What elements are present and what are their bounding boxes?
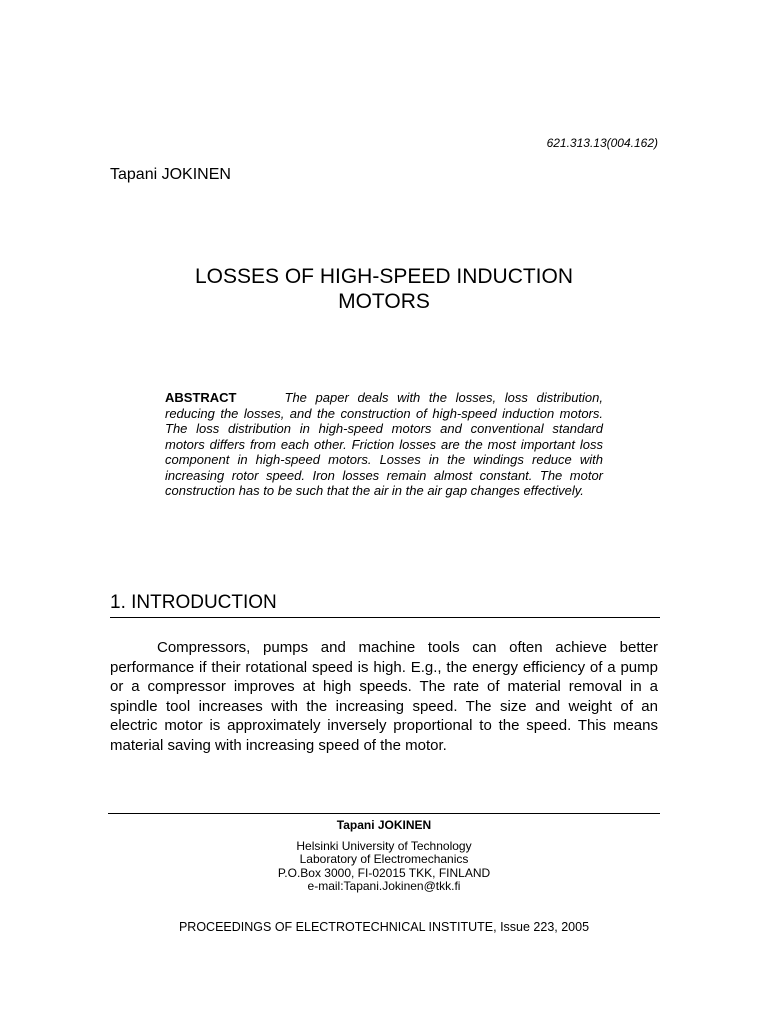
author-name: Tapani JOKINEN [110, 166, 231, 183]
abstract-label: ABSTRACT [165, 390, 237, 405]
title-line-2: MOTORS [338, 290, 430, 313]
footnote-divider [108, 813, 660, 814]
abstract-text: The paper deals with the losses, loss distribution, reducing the losses, and the construction of high-speed induction motors. The loss distribution in high-speed motors and conventional standard motors differs from each other. Friction losses are the most important loss component in high-speed motors. Losses in the windings reduce with increasing rotor speed. Iron losses remain almost constant. The motor construction has to be such that the air in the air gap changes effectively. [165, 390, 603, 498]
udc-code: 621.313.13(004.162) [546, 136, 658, 150]
title-line-1: LOSSES OF HIGH-SPEED INDUCTION [194, 265, 574, 288]
affiliation-email: e-mail:Tapani.Jokinen@tkk.fi [307, 879, 461, 893]
affiliation-university: Helsinki University of Technology [296, 838, 472, 853]
affiliation-name: Tapani JOKINEN [336, 818, 432, 832]
proceedings-footer: PROCEEDINGS OF ELECTROTECHNICAL INSTITUTE, Issue 223, 2005 [178, 920, 590, 934]
abstract [165, 390, 603, 499]
affiliation-address: P.O.Box 3000, FI-02015 TKK, FINLAND [277, 865, 491, 880]
introduction-paragraph: Compressors, pumps and machine tools can often achieve better performance if their rotational speed is high. E.g., the energy efficiency of a pump or a compressor improves at high speeds. The rate of material removal in a spindle tool increases with the increasing speed. The size and weight of an electric motor is approximately inversely proportional to the speed. This means material saving with increasing speed of the motor. [110, 639, 658, 754]
author-affiliation [110, 819, 658, 894]
paper-title [110, 264, 658, 314]
affiliation-lab: Laboratory of Electromechanics [299, 852, 469, 866]
section-heading-introduction: 1. INTRODUCTION [110, 592, 660, 618]
